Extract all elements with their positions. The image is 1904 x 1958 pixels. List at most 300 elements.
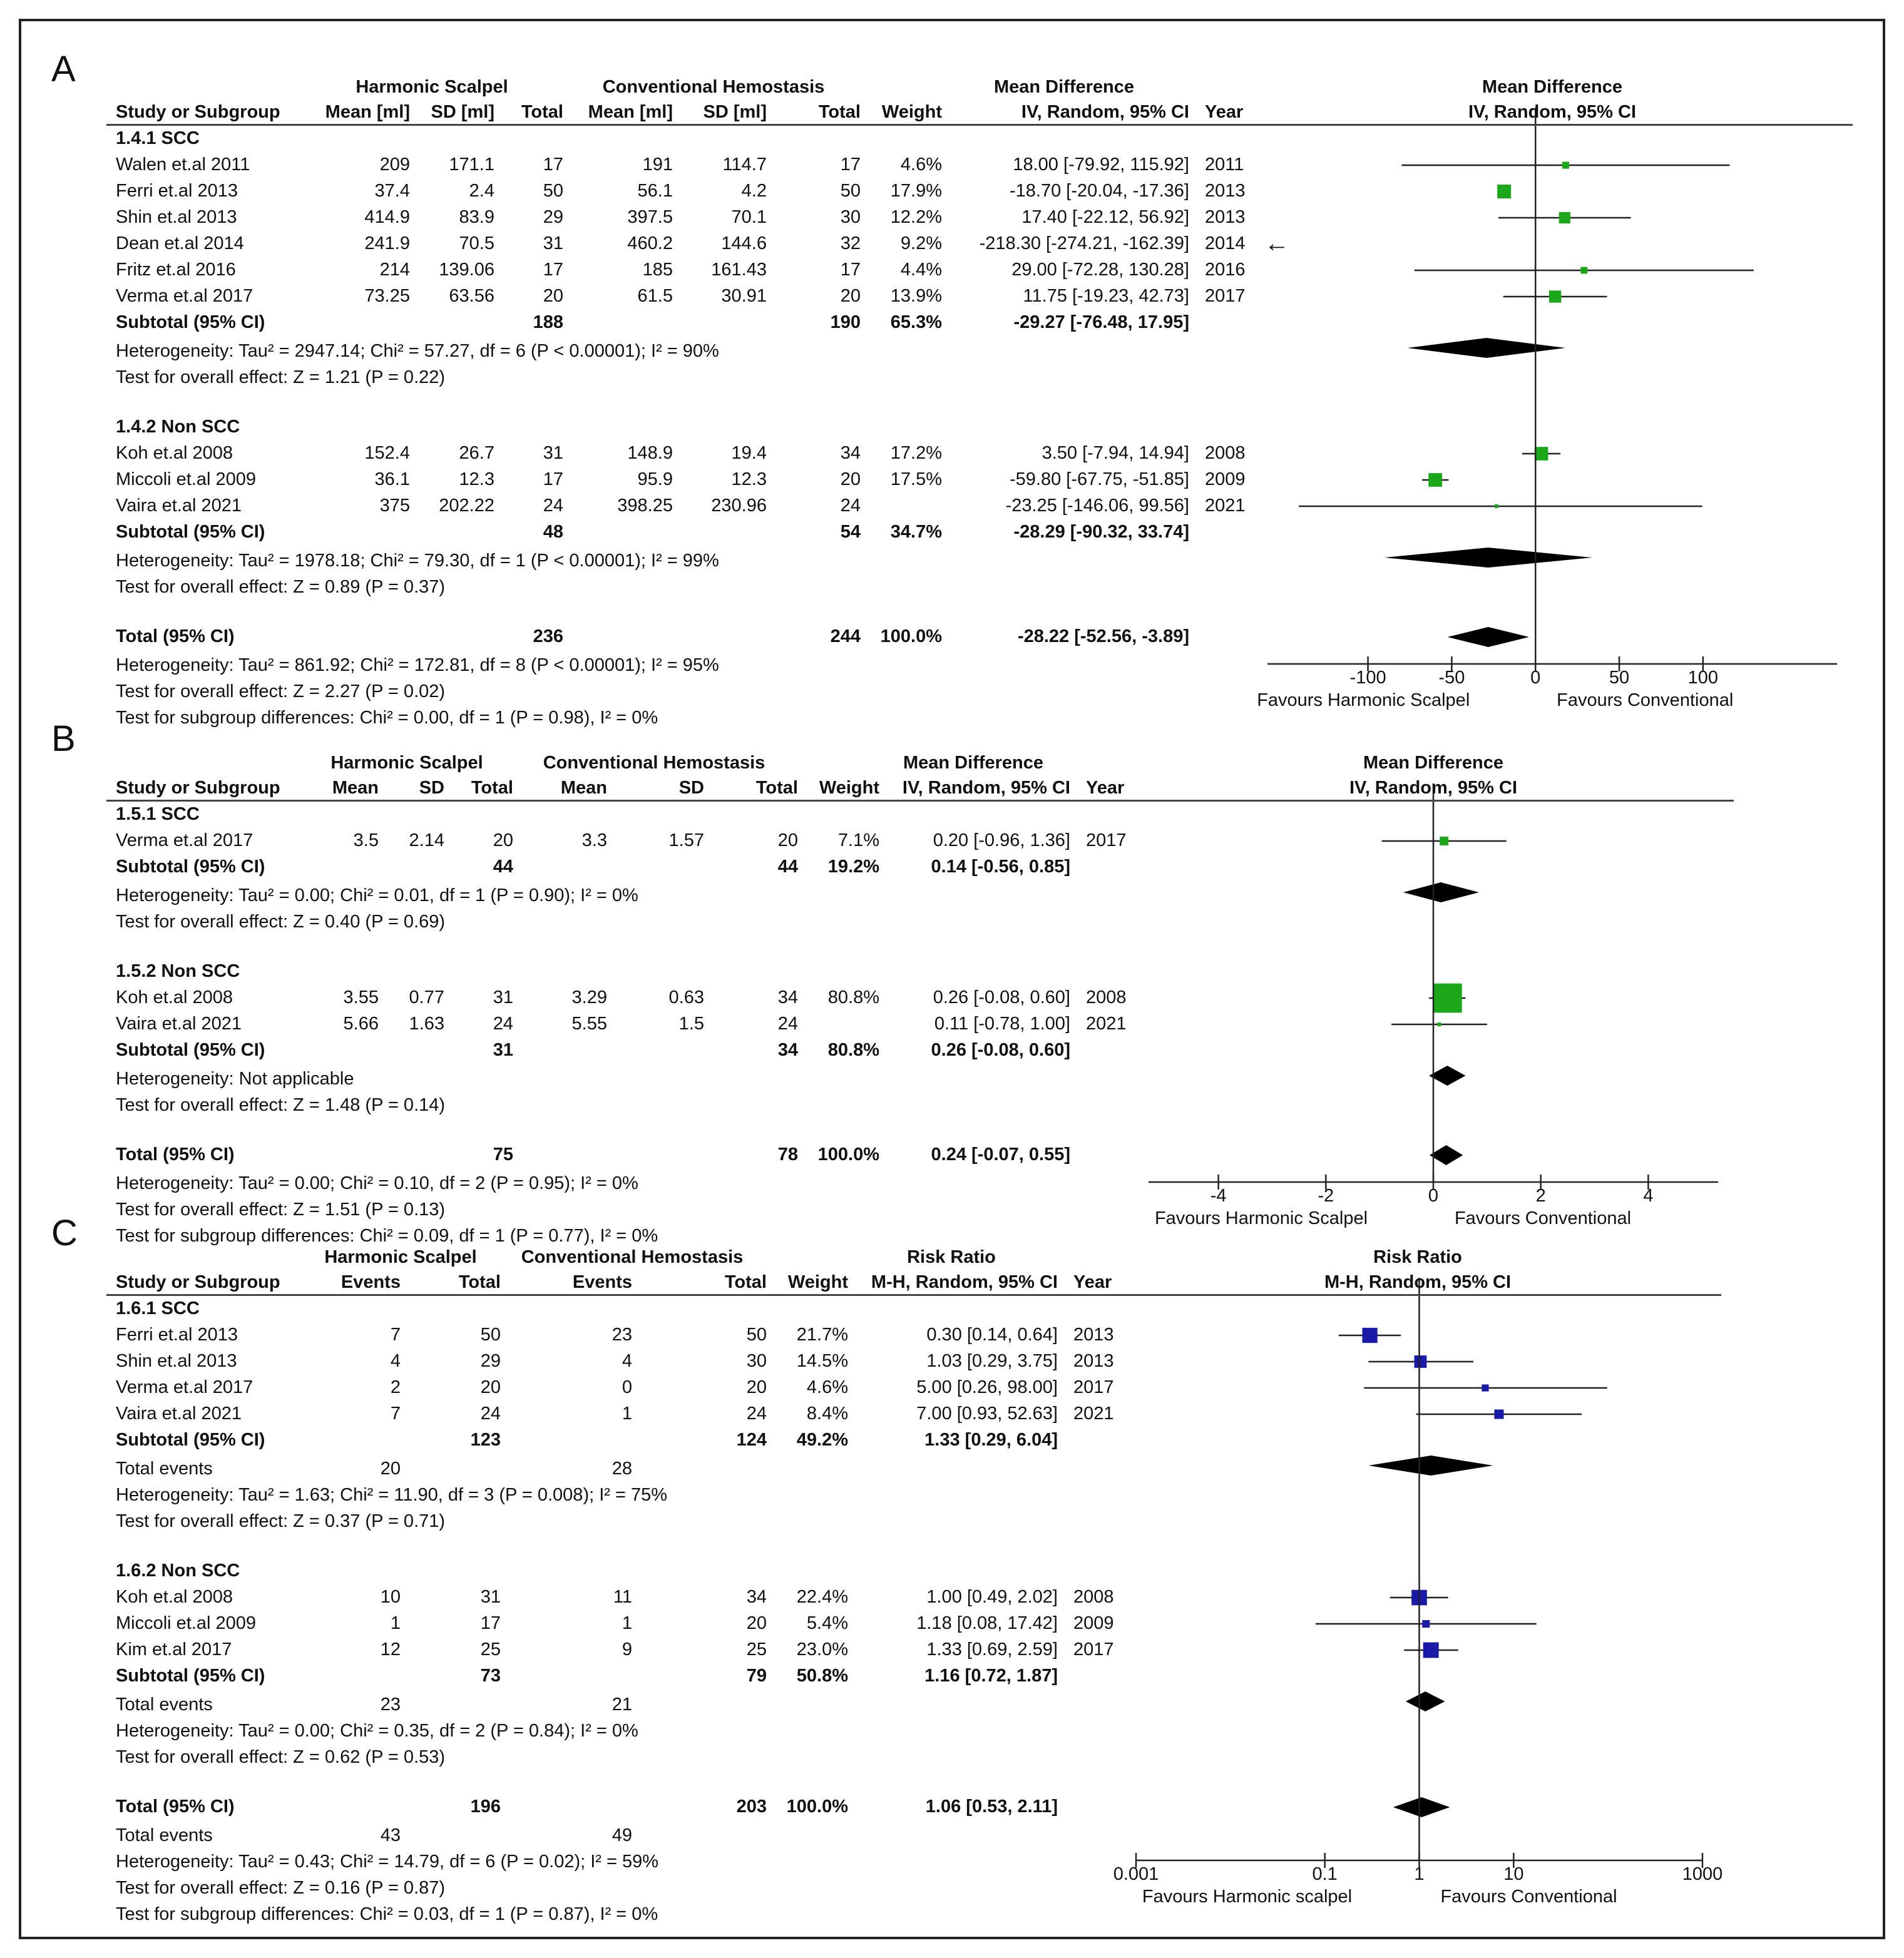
cell-ci: 29.00 [-72.28, 130.28] (1011, 260, 1189, 280)
cell-weight: 17.5% (890, 469, 942, 489)
column-header-mean2: Mean (560, 778, 607, 798)
total-weight: 100.0% (786, 1797, 848, 1817)
cell-sd1: 139.06 (439, 260, 494, 280)
subtotal-ci: -28.29 [-90.32, 33.74] (1013, 522, 1189, 542)
total-weight: 100.0% (817, 1145, 879, 1165)
cell-year: 2013 (1205, 207, 1246, 227)
column-header-ci: M-H, Random, 95% CI (871, 1272, 1058, 1292)
cell-n2: 32 (840, 233, 861, 253)
cell-e2: 1 (622, 1404, 632, 1424)
cell-weight: 17.9% (890, 181, 942, 201)
cell-sd1: 2.14 (409, 830, 444, 850)
x-tick-label: 1000 (1682, 1864, 1723, 1884)
column-header-ci: IV, Random, 95% CI (902, 778, 1070, 798)
total-events-e1: 43 (380, 1825, 401, 1845)
plot-effect-title: Risk Ratio (1373, 1247, 1462, 1267)
x-tick-label: 0.1 (1312, 1864, 1338, 1884)
cell-year: 2008 (1205, 443, 1246, 463)
study-name: Miccoli et.al 2009 (116, 469, 257, 489)
cell-mean1: 209 (379, 155, 410, 175)
cell-ci: 18.00 [-79.92, 115.92] (1013, 155, 1189, 175)
panel-label: A (51, 49, 76, 89)
stat-line: Heterogeneity: Tau² = 2947.14; Chi² = 57.27, df = 6 (P < 0.00001); I² = 90% (116, 341, 719, 361)
column-header-year: Year (1086, 778, 1125, 798)
cell-sd1: 12.3 (459, 469, 494, 489)
cell-year: 2017 (1086, 830, 1127, 850)
total-n1: 196 (470, 1797, 501, 1817)
cell-n2: 30 (746, 1351, 767, 1371)
x-tick-label: 1 (1414, 1864, 1425, 1884)
cell-ci: 5.00 [0.26, 98.00] (916, 1377, 1058, 1397)
cell-n2: 20 (746, 1613, 767, 1633)
cell-n2: 34 (777, 987, 798, 1007)
plot-effect-method: M-H, Random, 95% CI (1324, 1272, 1512, 1292)
study-name: Koh et.al 2008 (116, 443, 233, 463)
stat-line: Test for overall effect: Z = 1.48 (P = 0.14) (116, 1095, 446, 1115)
cell-n1: 24 (493, 1014, 513, 1034)
cell-n1: 31 (493, 987, 513, 1007)
column-header-year: Year (1205, 102, 1244, 122)
total-diamond (1393, 1797, 1450, 1817)
cell-sd2: 1.5 (678, 1014, 704, 1034)
cell-n1: 17 (543, 260, 563, 280)
cell-mean2: 460.2 (627, 233, 673, 253)
cell-n2: 24 (840, 496, 861, 516)
cell-e2: 1 (622, 1613, 632, 1633)
cell-weight: 21.7% (796, 1325, 848, 1345)
favours-right-label: Favours Conventional (1454, 1208, 1632, 1228)
stat-line: Heterogeneity: Tau² = 1978.18; Chi² = 79.30, df = 1 (P < 0.00001); I² = 99% (116, 551, 719, 571)
cell-weight: 13.9% (890, 286, 942, 306)
cell-n2: 34 (746, 1587, 767, 1607)
cell-mean2: 95.9 (637, 469, 673, 489)
cell-year: 2009 (1073, 1613, 1114, 1633)
cell-n1: 29 (480, 1351, 501, 1371)
events-e1: 23 (380, 1695, 401, 1715)
cell-mean1: 375 (379, 496, 410, 516)
cell-year: 2008 (1073, 1587, 1114, 1607)
subgroup-title: 1.4.1 SCC (116, 128, 200, 148)
study-name: Vaira et.al 2021 (116, 496, 242, 516)
cell-n2: 20 (840, 469, 861, 489)
subgroup-title: 1.5.1 SCC (116, 804, 200, 824)
favours-right-label: Favours Conventional (1440, 1887, 1617, 1907)
subtotal-n1: 44 (493, 857, 513, 877)
x-tick-label: 4 (1643, 1186, 1654, 1206)
panel-label: C (51, 1213, 78, 1253)
cell-n1: 29 (543, 207, 563, 227)
stat-line: Heterogeneity: Tau² = 0.00; Chi² = 0.10, df = 2 (P = 0.95); I² = 0% (116, 1173, 638, 1193)
cell-n1: 31 (543, 233, 563, 253)
cell-weight: 4.6% (900, 155, 942, 175)
cell-year: 2021 (1073, 1404, 1114, 1424)
cell-ci: 0.20 [-0.96, 1.36] (933, 830, 1070, 850)
total-events-e2: 49 (612, 1825, 632, 1845)
cell-e1: 7 (390, 1404, 401, 1424)
study-name: Kim et.al 2017 (116, 1639, 232, 1660)
cell-n1: 50 (480, 1325, 501, 1345)
cell-weight: 8.4% (806, 1404, 848, 1424)
column-header-year: Year (1073, 1272, 1112, 1292)
study-name: Verma et.al 2017 (116, 830, 253, 850)
total-ci: 1.06 [0.53, 2.11] (925, 1797, 1058, 1817)
cell-e2: 9 (622, 1639, 632, 1660)
favours-left-label: Favours Harmonic Scalpel (1257, 690, 1470, 710)
events-label: Total events (116, 1459, 213, 1479)
cell-ci: 1.03 [0.29, 3.75] (926, 1351, 1058, 1371)
total-events-label: Total events (116, 1825, 213, 1845)
cell-mean2: 185 (642, 260, 673, 280)
total-label: Total (95% CI) (116, 626, 235, 646)
cell-weight: 22.4% (796, 1587, 848, 1607)
cell-n1: 17 (480, 1613, 501, 1633)
study-name: Ferri et.al 2013 (116, 1325, 238, 1345)
stat-line: Test for subgroup differences: Chi² = 0.03, df = 1 (P = 0.87), I² = 0% (116, 1904, 658, 1924)
subtotal-diamond (1368, 1456, 1493, 1476)
column-header-mean1: Mean (332, 778, 379, 798)
subgroup-title: 1.5.2 Non SCC (116, 961, 240, 981)
cell-mean2: 3.29 (571, 987, 607, 1007)
cell-mean2: 148.9 (627, 443, 673, 463)
column-header-weight: Weight (787, 1272, 848, 1292)
stat-line: Test for subgroup differences: Chi² = 0.09, df = 1 (P = 0.77), I² = 0% (116, 1226, 658, 1246)
cell-ci: -23.25 [-146.06, 99.56] (1005, 496, 1189, 516)
cell-sd1: 26.7 (459, 443, 494, 463)
column-header-e1: Events (340, 1272, 401, 1292)
study-name: Shin et.al 2013 (116, 1351, 237, 1371)
study-name: Miccoli et.al 2009 (116, 1613, 257, 1633)
cell-weight: 9.2% (900, 233, 942, 253)
subtotal-weight: 19.2% (827, 857, 879, 877)
cell-year: 2021 (1205, 496, 1246, 516)
total-ci: 0.24 [-0.07, 0.55] (931, 1145, 1070, 1165)
column-header-n2: Total (755, 778, 798, 798)
group2-title: Conventional Hemostasis (543, 753, 765, 773)
study-marker (1482, 1384, 1488, 1391)
cell-e1: 7 (390, 1325, 401, 1345)
study-name: Dean et.al 2014 (116, 233, 244, 253)
cell-weight: 4.6% (806, 1377, 848, 1397)
cell-ci: 0.30 [0.14, 0.64] (926, 1325, 1058, 1345)
effect-title: Risk Ratio (907, 1247, 996, 1267)
stat-line: Test for overall effect: Z = 0.89 (P = 0.37) (116, 577, 446, 597)
cell-weight: 17.2% (890, 443, 942, 463)
cell-sd2: 144.6 (721, 233, 767, 253)
cell-n1: 31 (543, 443, 563, 463)
cell-n2: 20 (777, 830, 798, 850)
cell-ci: 1.00 [0.49, 2.02] (926, 1587, 1058, 1607)
subtotal-weight: 80.8% (827, 1040, 879, 1060)
total-ci: -28.22 [-52.56, -3.89] (1017, 626, 1189, 646)
cell-sd1: 202.22 (439, 496, 494, 516)
subtotal-n2: 34 (777, 1040, 798, 1060)
cell-e1: 2 (390, 1377, 401, 1397)
cell-n2: 17 (840, 155, 861, 175)
study-name: Verma et.al 2017 (116, 1377, 253, 1397)
cell-sd1: 70.5 (459, 233, 494, 253)
total-label: Total (95% CI) (116, 1145, 235, 1165)
study-name: Vaira et.al 2021 (116, 1014, 242, 1034)
cell-n2: 17 (840, 260, 861, 280)
study-marker (1415, 1355, 1427, 1368)
effect-title: Mean Difference (993, 77, 1134, 97)
group1-title: Harmonic Scalpel (330, 753, 483, 773)
cell-ci: 17.40 [-22.12, 56.92] (1021, 207, 1189, 227)
column-header-study: Study or Subgroup (116, 102, 280, 122)
cell-mean1: 37.4 (374, 181, 410, 201)
effect-title: Mean Difference (903, 753, 1043, 773)
plot-effect-title: Mean Difference (1482, 77, 1622, 97)
cell-n1: 17 (543, 469, 563, 489)
total-label: Total (95% CI) (116, 1797, 235, 1817)
total-n1: 75 (493, 1145, 513, 1165)
stat-line: Test for overall effect: Z = 0.40 (P = 0.69) (116, 912, 446, 932)
cell-n1: 25 (480, 1639, 501, 1660)
x-tick-label: 50 (1609, 668, 1630, 688)
study-name: Shin et.al 2013 (116, 207, 237, 227)
subtotal-n1: 188 (533, 312, 563, 332)
study-marker (1494, 1409, 1503, 1419)
cell-year: 2008 (1086, 987, 1127, 1007)
stat-line: Heterogeneity: Tau² = 0.00; Chi² = 0.35, df = 2 (P = 0.84); I² = 0% (116, 1721, 638, 1741)
cell-mean2: 191 (642, 155, 673, 175)
cell-mean1: 5.66 (343, 1014, 379, 1034)
cell-n2: 50 (746, 1325, 767, 1345)
cell-ci: 3.50 [-7.94, 14.94] (1042, 443, 1189, 463)
column-header-mean2: Mean [ml] (588, 102, 673, 122)
cell-n2: 20 (746, 1377, 767, 1397)
x-tick-label: 0 (1428, 1186, 1439, 1206)
x-tick-label: -2 (1318, 1186, 1334, 1206)
cell-year: 2021 (1086, 1014, 1127, 1034)
subtotal-n1: 73 (480, 1666, 501, 1686)
cell-sd1: 63.56 (449, 286, 494, 306)
cell-ci: 11.75 [-19.23, 42.73] (1023, 286, 1189, 306)
study-name: Koh et.al 2008 (116, 987, 233, 1007)
column-header-sd1: SD (419, 778, 444, 798)
cell-weight: 7.1% (837, 830, 879, 850)
favours-left-label: Favours Harmonic Scalpel (1154, 1208, 1368, 1228)
subtotal-weight: 49.2% (796, 1430, 848, 1450)
column-header-n1: Total (521, 102, 563, 122)
subtotal-diamond (1406, 1691, 1445, 1711)
cell-weight: 80.8% (827, 987, 879, 1007)
study-marker (1363, 1328, 1378, 1343)
cell-year: 2014 (1205, 233, 1246, 253)
subtotal-n2: 54 (840, 522, 861, 542)
cell-weight: 4.4% (900, 260, 942, 280)
subtotal-weight: 65.3% (890, 312, 942, 332)
cell-n1: 20 (480, 1377, 501, 1397)
cell-mean1: 3.5 (353, 830, 379, 850)
cell-mean2: 397.5 (627, 207, 673, 227)
total-n2: 203 (736, 1797, 767, 1817)
offscale-arrow-icon: ← (1264, 230, 1289, 257)
cell-e2: 23 (612, 1325, 632, 1345)
cell-mean1: 152.4 (364, 443, 410, 463)
group1-title: Harmonic Scalpel (324, 1247, 477, 1267)
cell-n2: 24 (777, 1014, 798, 1034)
subtotal-n2: 44 (777, 857, 798, 877)
column-header-ci: IV, Random, 95% CI (1021, 102, 1189, 122)
cell-sd2: 4.2 (741, 181, 767, 201)
cell-e2: 4 (622, 1351, 632, 1371)
subgroup-title: 1.6.2 Non SCC (116, 1561, 240, 1581)
subtotal-ci: -29.27 [-76.48, 17.95] (1013, 312, 1189, 332)
column-header-n2: Total (724, 1272, 767, 1292)
cell-sd1: 171.1 (449, 155, 494, 175)
cell-n1: 24 (480, 1404, 501, 1424)
column-header-sd1: SD [ml] (431, 102, 494, 122)
cell-n1: 31 (480, 1587, 501, 1607)
stat-line: Heterogeneity: Tau² = 861.92; Chi² = 172.81, df = 8 (P < 0.00001); I² = 95% (116, 655, 719, 675)
cell-ci: -18.70 [-20.04, -17.36] (1010, 181, 1189, 201)
total-weight: 100.0% (880, 626, 942, 646)
column-header-study: Study or Subgroup (116, 778, 280, 798)
group2-title: Conventional Hemostasis (521, 1247, 744, 1267)
cell-ci: -218.30 [-274.21, -162.39] (979, 233, 1189, 253)
cell-weight: 12.2% (890, 207, 942, 227)
events-e1: 20 (380, 1459, 401, 1479)
stat-line: Test for overall effect: Z = 0.37 (P = 0.71) (116, 1511, 446, 1531)
column-header-n2: Total (818, 102, 861, 122)
subtotal-label: Subtotal (95% CI) (116, 312, 265, 332)
column-header-n1: Total (458, 1272, 501, 1292)
x-tick-label: 0.001 (1113, 1864, 1159, 1884)
total-n2: 244 (830, 626, 861, 646)
column-header-weight: Weight (881, 102, 942, 122)
stat-line: Heterogeneity: Not applicable (116, 1069, 354, 1089)
group1-title: Harmonic Scalpel (356, 77, 508, 97)
cell-mean1: 3.55 (343, 987, 379, 1007)
cell-e1: 10 (380, 1587, 401, 1607)
cell-weight: 5.4% (806, 1613, 848, 1633)
plot-effect-method: IV, Random, 95% CI (1349, 778, 1518, 798)
cell-e2: 0 (622, 1377, 632, 1397)
cell-mean1: 241.9 (364, 233, 410, 253)
stat-line: Test for overall effect: Z = 1.51 (P = 0.13) (116, 1200, 446, 1220)
cell-ci: 0.26 [-0.08, 0.60] (933, 987, 1070, 1007)
cell-n1: 20 (493, 830, 513, 850)
cell-sd2: 161.43 (711, 260, 767, 280)
cell-n2: 20 (840, 286, 861, 306)
subtotal-n2: 79 (746, 1666, 767, 1686)
subtotal-weight: 34.7% (890, 522, 942, 542)
x-tick-label: 0 (1530, 668, 1541, 688)
cell-year: 2017 (1205, 286, 1246, 306)
plot-effect-method: IV, Random, 95% CI (1468, 102, 1637, 122)
cell-mean1: 73.25 (364, 286, 410, 306)
cell-sd2: 30.91 (721, 286, 767, 306)
cell-year: 2017 (1073, 1377, 1114, 1397)
subtotal-ci: 1.33 [0.29, 6.04] (924, 1430, 1058, 1450)
study-name: Fritz et.al 2016 (116, 260, 236, 280)
study-name: Koh et.al 2008 (116, 1587, 233, 1607)
cell-mean2: 3.3 (581, 830, 607, 850)
study-marker (1422, 1620, 1430, 1628)
cell-n2: 24 (746, 1404, 767, 1424)
study-name: Walen et.al 2011 (116, 155, 250, 175)
events-label: Total events (116, 1695, 213, 1715)
total-n1: 236 (533, 626, 563, 646)
subtotal-label: Subtotal (95% CI) (116, 522, 265, 542)
cell-ci: 1.33 [0.69, 2.59] (926, 1639, 1058, 1660)
cell-mean2: 61.5 (637, 286, 673, 306)
cell-year: 2013 (1073, 1351, 1114, 1371)
stat-line: Heterogeneity: Tau² = 0.00; Chi² = 0.01, df = 1 (P = 0.90); I² = 0% (116, 885, 638, 905)
cell-e1: 4 (390, 1351, 401, 1371)
subgroup-title: 1.4.2 Non SCC (116, 417, 240, 437)
cell-mean1: 36.1 (374, 469, 410, 489)
cell-year: 2013 (1205, 181, 1246, 201)
cell-mean2: 5.55 (571, 1014, 607, 1034)
panel-label: B (51, 718, 76, 759)
stat-line: Test for overall effect: Z = 0.16 (P = 0.87) (116, 1878, 446, 1898)
cell-mean1: 214 (379, 260, 410, 280)
cell-sd1: 83.9 (459, 207, 494, 227)
cell-sd2: 70.1 (731, 207, 767, 227)
cell-mean2: 56.1 (637, 181, 673, 201)
cell-sd2: 1.57 (668, 830, 704, 850)
stat-line: Test for subgroup differences: Chi² = 0.00, df = 1 (P = 0.98), I² = 0% (116, 708, 658, 728)
cell-ci: -59.80 [-67.75, -51.85] (1010, 469, 1189, 489)
subtotal-ci: 0.26 [-0.08, 0.60] (931, 1040, 1070, 1060)
stat-line: Test for overall effect: Z = 0.62 (P = 0.53) (116, 1747, 446, 1767)
subtotal-n1: 31 (493, 1040, 513, 1060)
cell-year: 2017 (1073, 1639, 1114, 1660)
x-tick-label: -4 (1210, 1186, 1227, 1206)
subtotal-ci: 1.16 [0.72, 1.87] (924, 1666, 1058, 1686)
study-name: Vaira et.al 2021 (116, 1404, 242, 1424)
cell-sd2: 114.7 (722, 155, 767, 175)
subtotal-label: Subtotal (95% CI) (116, 1666, 265, 1686)
favours-left-label: Favours Harmonic scalpel (1142, 1887, 1353, 1907)
cell-n2: 25 (746, 1639, 767, 1660)
cell-weight: 14.5% (796, 1351, 848, 1371)
cell-e2: 11 (613, 1587, 632, 1607)
cell-weight: 23.0% (796, 1639, 848, 1660)
subgroup-title: 1.6.1 SCC (116, 1298, 200, 1318)
cell-sd1: 2.4 (469, 181, 494, 201)
header-rule (106, 1294, 1721, 1296)
subtotal-weight: 50.8% (796, 1666, 848, 1686)
cell-n2: 50 (840, 181, 861, 201)
cell-mean2: 398.25 (617, 496, 673, 516)
cell-mean1: 414.9 (364, 207, 410, 227)
cell-n1: 24 (543, 496, 563, 516)
subtotal-n2: 190 (830, 312, 861, 332)
cell-sd2: 12.3 (731, 469, 767, 489)
stat-line: Test for overall effect: Z = 1.21 (P = 0.22) (116, 367, 446, 387)
column-header-n1: Total (471, 778, 513, 798)
stat-line: Heterogeneity: Tau² = 0.43; Chi² = 14.79, df = 6 (P = 0.02); I² = 59% (116, 1852, 659, 1872)
cell-year: 2009 (1205, 469, 1246, 489)
cell-sd2: 0.63 (668, 987, 704, 1007)
cell-n1: 50 (543, 181, 563, 201)
column-header-mean1: Mean [ml] (325, 102, 410, 122)
favours-right-label: Favours Conventional (1557, 690, 1734, 710)
column-header-sd2: SD (678, 778, 704, 798)
cell-sd2: 19.4 (731, 443, 767, 463)
subtotal-label: Subtotal (95% CI) (116, 857, 265, 877)
study-name: Ferri et.al 2013 (116, 181, 238, 201)
subtotal-label: Subtotal (95% CI) (116, 1040, 265, 1060)
column-header-sd2: SD [ml] (703, 102, 767, 122)
column-header-e2: Events (572, 1272, 632, 1292)
cell-sd2: 230.96 (711, 496, 767, 516)
cell-ci: 7.00 [0.93, 52.63] (916, 1404, 1058, 1424)
cell-ci: 1.18 [0.08, 17.42] (916, 1613, 1058, 1633)
